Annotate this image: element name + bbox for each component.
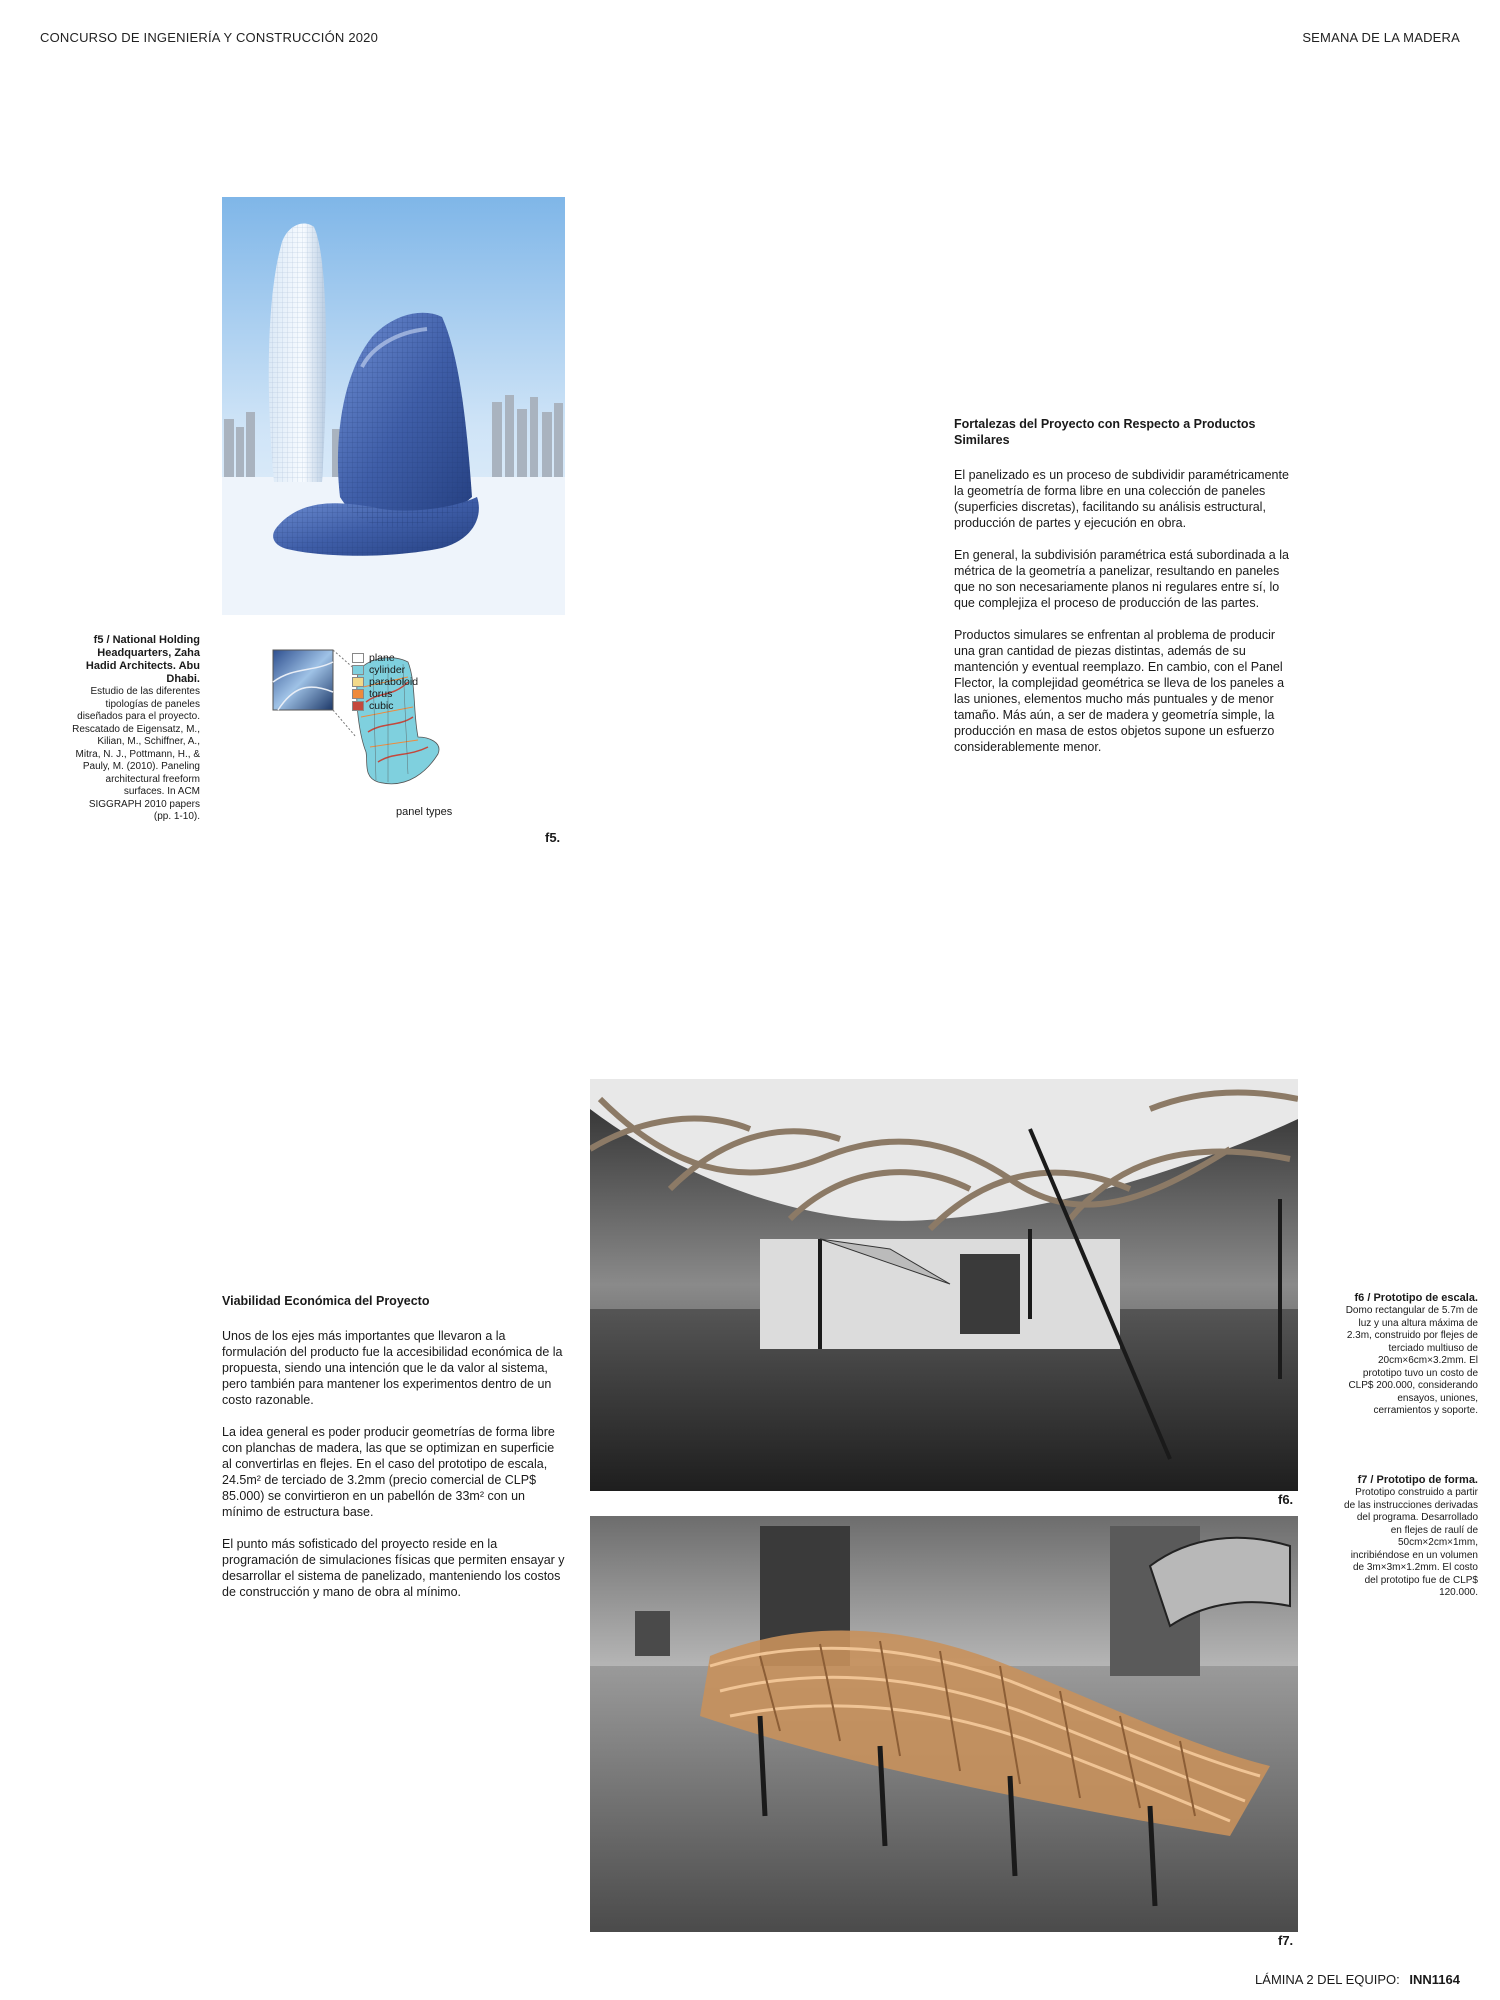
legend-swatch	[352, 677, 364, 687]
f6-label: f6.	[1278, 1492, 1294, 1507]
section-economics-paragraph: Unos de los ejes más importantes que llevaron a la formulación del producto fue la accesibilidad económica de la propuesta, siendo una intención que le da valor al sistema, pero también para mantener los experimentos dentro de un costo razonable.	[222, 1329, 563, 1407]
legend-item-plane	[352, 652, 418, 664]
header-left: CONCURSO DE INGENIERÍA Y CONSTRUCCIÓN 2020	[40, 30, 379, 45]
f6-caption-body: Domo rectangular de 5.7m de luz y una altura máxima de 2.3m, construido por flejes de terciado multiuso de 20cm×6cm×3.2mm. El prototipo tuvo un costo de CLP$ 200.000, considerando ensayos, uniones, cerramientos y soporte.	[1345, 1305, 1478, 1416]
legend-item-torus	[352, 688, 418, 700]
f6-caption	[1344, 1292, 1478, 1418]
section-economics	[222, 1293, 565, 1616]
footer-code: INN1164	[1409, 1972, 1460, 1987]
section-economics-paragraph: La idea general es poder producir geometrías de forma libre con planchas de madera, las que se optimizan en superficie al convertirlas en flejes. En el caso del prototipo de escala, 24.5m² de terciado de 3.2mm (precio comercial de CLP$ 85.000) se convirtieron en un pabellón de 33m² con un mínimo de estructura base.	[222, 1425, 555, 1519]
section-strengths-heading: Fortalezas del Proyecto con Respecto a Productos Similares	[954, 417, 1256, 447]
f7-caption	[1344, 1474, 1478, 1600]
f7-caption-title: f7 / Prototipo de forma.	[1357, 1474, 1478, 1486]
panel-types-diagram	[268, 642, 488, 822]
legend-label: cylinder	[369, 664, 406, 676]
legend-swatch	[352, 689, 364, 699]
f7-label: f7.	[1278, 1933, 1294, 1948]
legend-item-cylinder	[352, 664, 418, 676]
header-right: SEMANA DE LA MADERA	[1302, 30, 1460, 45]
panel-types-label: panel types	[396, 806, 453, 818]
panel-types-legend	[352, 652, 418, 712]
legend-label: plane	[369, 652, 395, 664]
legend-item-paraboloid	[352, 676, 418, 688]
f6-caption-title: f6 / Prototipo de escala.	[1354, 1292, 1478, 1304]
legend-label: torus	[369, 688, 393, 700]
section-economics-paragraph: El punto más sofisticado del proyecto reside en la programación de simulaciones físicas que permiten ensayar y desarrollar el sistema de panelizado, manteniendo los costos de construcción y mano de obra al mínimo.	[222, 1537, 565, 1599]
form-prototype-photo	[590, 1516, 1298, 1932]
section-strengths-paragraph: El panelizado es un proceso de subdividir paramétricamente la geometría de forma libre en una colección de paneles (superficies discretas), facilitando su análisis estructural, producción de partes y ejecución en obra.	[954, 468, 1289, 530]
section-strengths-paragraph: En general, la subdivisión paramétrica está subordinada a la métrica de la geometría a panelizar, resultando en paneles que no son necesariamente planos ni regulares entre sí, lo que complejiza el proceso de producción de las partes.	[954, 548, 1289, 610]
section-strengths	[954, 416, 1299, 771]
legend-label: cubic	[369, 700, 394, 712]
dome-prototype-photo	[590, 1079, 1298, 1491]
f7-caption-body: Prototipo construido a partir de las instrucciones derivadas del programa. Desarrollado en flejes de raulí de 50cm×2cm×1mm, incribiéndose en un volumen de 3m×3m×1.2mm. El costo del prototipo fue de CLP$ 120.000.	[1344, 1487, 1478, 1598]
f5-label: f5.	[545, 830, 561, 845]
legend-swatch	[352, 701, 364, 711]
legend-item-cubic	[352, 700, 418, 712]
footer	[1255, 1972, 1460, 1987]
legend-label: paraboloid	[369, 676, 419, 688]
legend-swatch	[352, 665, 364, 675]
section-economics-heading: Viabilidad Económica del Proyecto	[222, 1294, 430, 1308]
legend-swatch	[352, 653, 364, 663]
tower-render-image	[222, 197, 565, 615]
f5-caption-title: f5 / National Holding Headquarters, Zaha Hadid Architects. Abu Dhabi.	[85, 634, 200, 685]
footer-label: LÁMINA 2 DEL EQUIPO:	[1255, 1972, 1400, 1987]
f5-caption-body: Estudio de las diferentes tipologías de paneles diseñados para el proyecto. Rescatado de Eigensatz, M., Kilian, M., Schiffner, A., Mitra, N. J., Pottmann, H., & Pauly, M. (2010). Paneling architectural freeform surfaces. In ACM SIGGRAPH 2010 papers (pp. 1-10).	[72, 686, 200, 822]
section-strengths-paragraph: Productos simulares se enfrentan al problema de producir una gran cantidad de piezas distintas, además de su mantención y eventual reemplazo. En cambio, con el Panel Flector, la complejidad geométrica se lleva de los paneles a las uniones, elementos mucho más puntuales y de menor tamaño. Más aún, a ser de madera y geometría simple, la producción en masa de estos objetos supone un esfuerzo considerablemente menor.	[954, 628, 1285, 754]
f5-caption	[70, 634, 200, 824]
